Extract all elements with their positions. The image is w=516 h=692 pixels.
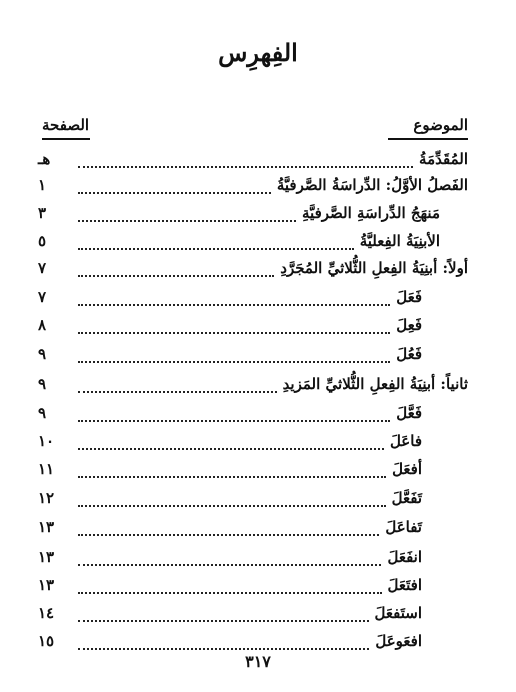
toc-leader-dots [78,592,382,594]
toc-entry-title: فاعَلَ [386,430,422,452]
toc-entry[interactable] [38,286,468,312]
toc-entry-title: تَفاعَلَ [381,516,422,538]
topic-header-underline [388,138,468,140]
topic-column-header: الموضوع [413,116,468,134]
toc-entry[interactable] [38,602,468,628]
toc-entry-title: تَفَعَّلَ [388,487,422,509]
toc-entry[interactable] [38,202,468,228]
toc-leader-dots [78,391,277,393]
toc-entry-page: ١٣ [38,518,55,536]
toc-entry-page: ٩ [38,345,47,363]
toc-entry-title: أولاً: أبنِيَةُ الفِعلِ الثُّلاثيِّ المُجَرَّدِ [276,257,468,279]
toc-entry-title: المُقَدِّمَةُ [415,148,468,170]
toc-entry[interactable] [38,314,468,340]
toc-entry-title: فَعَّلَ [392,402,422,424]
toc-entry-page: ٧ [38,259,47,277]
toc-entry[interactable] [38,257,468,283]
toc-leader-dots [78,620,369,622]
toc-leader-dots [78,448,384,450]
toc-entry[interactable] [38,373,468,399]
toc-entry-page: ٨ [38,316,47,334]
toc-leader-dots [78,248,354,250]
toc-entry-page: ١٥ [38,632,55,650]
toc-leader-dots [78,166,413,168]
toc-entry-title: افتَعَلَ [384,574,422,596]
toc-leader-dots [78,220,296,222]
toc-entry-page: ١٤ [38,604,55,622]
toc-entry[interactable] [38,430,468,456]
toc-entry-title: ثانياً: أبنِيَةُ الفِعلِ الثُّلاثيِّ المَزيدِ [279,373,468,395]
toc-entry-page: ٥ [38,232,47,250]
page-number: ٣١٧ [245,652,271,671]
toc-entry-page: ١٣ [38,576,55,594]
toc-entry[interactable] [38,230,468,256]
toc-entry-page: ١٠ [38,432,55,450]
toc-entry[interactable] [38,574,468,600]
toc-leader-dots [78,361,390,363]
toc-entry[interactable] [38,516,468,542]
toc-entry-page: ٧ [38,288,47,306]
toc-entry[interactable] [38,402,468,428]
toc-leader-dots [78,332,390,334]
toc-entry-title: افعَوعَلَ [371,630,422,652]
toc-entry-title: استَفعَلَ [371,602,422,624]
toc-leader-dots [78,420,390,422]
toc-entry-title: فَعِلَ [392,314,422,336]
toc-entry-title: أفعَلَ [388,458,422,480]
toc-entry-page: ٩ [38,375,47,393]
toc-entry-page: ١٣ [38,548,55,566]
toc-entry-title: الفَصلُ الأوَّلُ: الدِّراسَةُ الصَّرفيَّةُ [273,174,468,196]
page-column-header: الصفحة [42,116,90,134]
toc-entry[interactable] [38,487,468,513]
toc-entry[interactable] [38,458,468,484]
toc-entry-page: ١ [38,176,47,194]
toc-entry[interactable] [38,174,468,200]
toc-leader-dots [78,564,381,566]
toc-entry-title: فَعَلَ [392,286,422,308]
page-header-underline [42,138,90,140]
page-title: الفِهرِس [218,38,298,67]
toc-leader-dots [78,476,386,478]
toc-entry[interactable] [38,546,468,572]
toc-entry[interactable] [38,343,468,369]
toc-leader-dots [78,505,386,507]
toc-entry[interactable] [38,148,468,174]
toc-entry-page: ١٢ [38,489,55,507]
toc-entry-page: هـ [38,150,51,168]
toc-entry-title: فَعُلَ [392,343,422,365]
toc-entry-page: ١١ [38,460,55,478]
toc-leader-dots [78,192,271,194]
toc-entry-title: مَنهَجُ الدِّراسَةِ الصَّرفيَّةِ [298,202,440,224]
toc-leader-dots [78,275,274,277]
toc-entry-page: ٩ [38,404,47,422]
toc-entry-title: انفَعَلَ [383,546,422,568]
toc-leader-dots [78,648,369,650]
toc-entry-page: ٣ [38,204,47,222]
toc-leader-dots [78,304,390,306]
toc-leader-dots [78,534,379,536]
toc-entry-title: الأبنِيَةُ الفِعليَّةُ [356,230,440,252]
